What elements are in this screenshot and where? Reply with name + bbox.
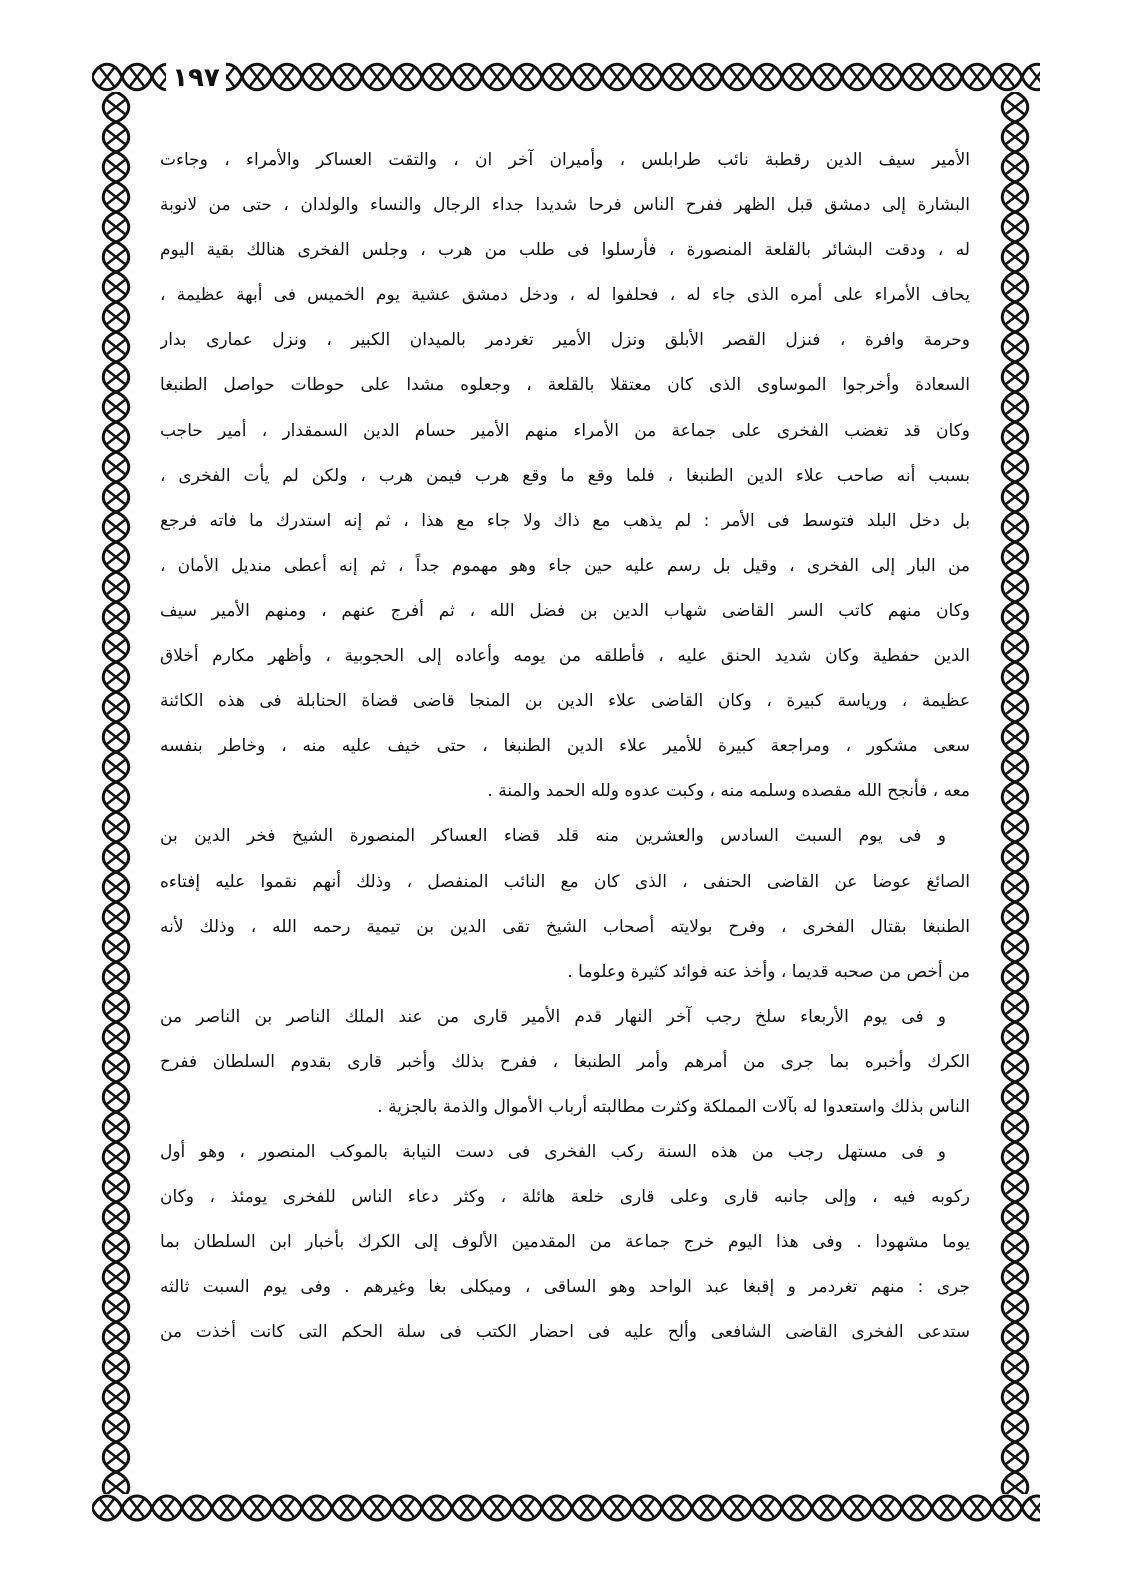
text-line: يوما مشهودا . وفى هذا اليوم خرج جماعة من المقدمين الألوف إلى الكرك بأخبار ابن السلطان بما: [160, 1232, 970, 1253]
text-line: ركوبه فيه ، وإلى جانبه قارى وعلى قارى خلعة هائلة ، وكثر دعاء الناس للفخرى يومئذ ، وكان: [160, 1187, 970, 1208]
body-text: [160, 138, 970, 1474]
text-line: الدين حفطية وكان شديد الحنق عليه ، فأطلقه من يومه وأعاده إلى الحجوبية ، وأظهر مكارم أخلاق: [160, 646, 970, 667]
ornamental-border-bottom: [92, 1486, 1040, 1530]
chain-ornament-bottom: [92, 1486, 1040, 1530]
text-line: وكان منهم كاتب السر القاضى شهاب الدين بن فضل الله ، ثم أفرج عنهم ، ومنهم الأمير سيف: [160, 600, 970, 621]
chain-ornament-top: [92, 52, 1040, 102]
text-line: الصائغ عوضا عن القاضى الحنفى ، الذى كان مع النائب المنفصل ، وذلك أنهم نقموا عليه إفتاءه: [160, 871, 970, 892]
text-line: من أخص من صحبه قديما ، وأخذ عنه فوائد كثيرة وعلوما .: [567, 961, 970, 982]
text-line: له ، ودقت البشائر بالقلعة المنصورة ، فأرسلوا فى طلب من هرب ، وجلس الفخرى هنالك بقية اليوم: [160, 240, 970, 261]
text-line: سعى مشكور ، ومراجعة كبيرة للأمير علاء الدين الطنبغا ، حتى خيف عليه منه ، وخاطر بنفسه: [160, 736, 970, 757]
text-line: جرى : منهم تغردمر و إقبغا عبد الواحد وهو الساقى ، وميكلى بغا وغيرهم . وفى يوم السبت ثالثه: [160, 1277, 970, 1298]
text-line: و فى يوم الأربعاء سلخ رجب آخر النهار قدم الأمير قارى من عند الملك الناصر بن الناصر من: [160, 1006, 946, 1027]
text-line: بل دخل البلد فتوسط فى الأمر : لم يذهب مع ذاك ولا جاء مع هذا ، ثم إنه استدرك ما فاته فرجع: [160, 510, 970, 531]
text-line: معه ، فأنجح الله مقصده وسلمه منه ، وكبت عدوه ولله الحمد والمنة .: [487, 781, 970, 802]
text-line: السعادة وأخرجوا الموساوى الذى كان معتقلا بالقلعة ، وجعلوه مشدا على حوطات حواصل الطنبغا: [160, 375, 970, 396]
ornamental-border-left: [92, 92, 140, 1494]
ornamental-border-right: [990, 92, 1040, 1494]
ornamental-border-top: [92, 52, 1040, 102]
text-line: ستدعى الفخرى القاضى الشافعى وألح عليه فى احضار الكتب فى سلة الحكم التى كانت أخذت من: [160, 1322, 970, 1343]
text-line: يحاف الأمراء على أمره الذى جاء له ، فحلفوا له ، ودخل دمشق عشية يوم الخميس فى أبهة عظيمة ،: [160, 285, 970, 306]
text-line: بسبب أنه صاحب علاء الدين الطنبغا ، فلما وقع ما وقع هرب فيمن هرب ، ولكن لم يأت الفخرى ،: [160, 465, 970, 486]
text-line: الناس بذلك واستعدوا له بآلات المملكة وكثرت مطالبته أرباب الأموال والذمة بالجزية .: [377, 1096, 970, 1117]
text-line: البشارة إلى دمشق قبل الظهر ففرح الناس فرحا شديدا جداء الرجال والنساء والولدان ، حتى من لانوبة: [160, 195, 970, 216]
text-line: و فى يوم السبت السادس والعشرين منه قلد قضاء العساكر المنصورة الشيخ فخر الدين بن: [160, 826, 946, 847]
chain-ornament-right: [990, 92, 1040, 1494]
page-number: ١٩٧: [166, 60, 226, 96]
text-line: وحرمة وافرة ، فنزل القصر الأبلق ونزل الأمير تغردمر بالميدان الكبير ، ونزل عمارى بدار: [160, 330, 970, 351]
text-line: من البار إلى الفخرى ، وقيل بل رسم عليه حين جاء وهو مهموم جداً ، ثم إنه أعطى منديل الأمان ،: [160, 555, 970, 576]
text-line: الأمير سيف الدين رقطبة نائب طرابلس ، وأميران آخر ان ، والتقت العساكر والأمراء ، وجاءت: [160, 150, 970, 170]
chain-ornament-left: [92, 92, 140, 1494]
text-line: الكرك وأخبره بما جرى من أمرهم وأمر الطنبغا ، ففرح بذلك وأخبر قارى بقدوم السلطان ففرح: [160, 1051, 970, 1072]
text-line: و فى مستهل رجب من هذه السنة ركب الفخرى فى دست النيابة بالموكب المنصور ، وهو أول: [160, 1142, 946, 1163]
text-line: وكان قد تغضب الفخرى على جماعة من الأمراء منهم الأمير حسام الدين السمقدار ، أمير حاجب: [160, 420, 970, 441]
text-line: الطنبغا بقتال الفخرى ، وفرح بولايته أصحاب الشيخ تقى الدين بن تيمية رحمه الله ، وذلك لأنه: [160, 916, 970, 937]
text-line: عظيمة ، ورياسة كبيرة ، وكان القاضى علاء الدين بن المنجا قاضى قضاة الحنابلة فى هذه الكائنة: [160, 691, 970, 712]
